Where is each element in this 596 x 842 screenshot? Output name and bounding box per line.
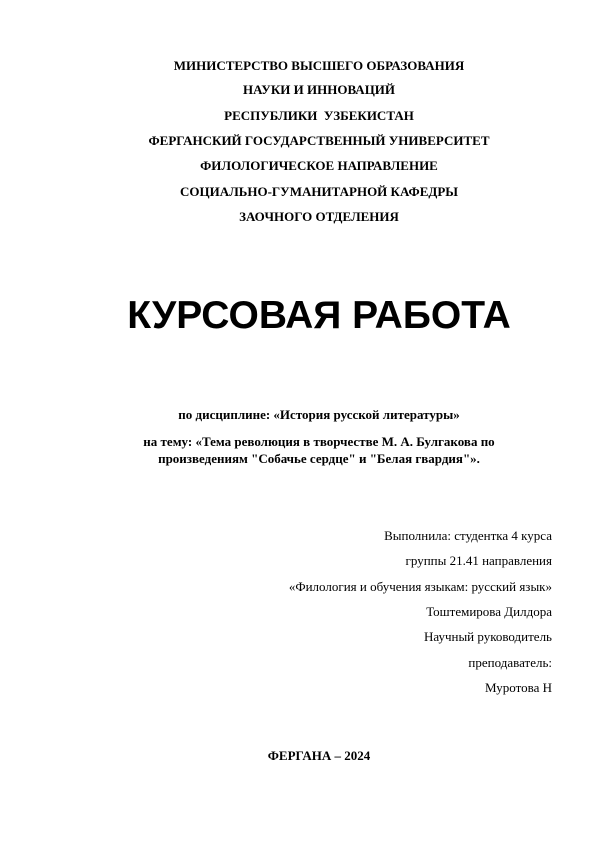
city-year: ФЕРГАНА – 2024 xyxy=(267,748,371,763)
document-title: КУРСОВАЯ РАБОТА xyxy=(127,294,511,337)
author-course: Выполнила: студентка 4 курса xyxy=(384,528,552,543)
header-line-division: ЗАОЧНОГО ОТДЕЛЕНИЯ xyxy=(239,209,399,224)
supervisor-role: преподаватель: xyxy=(468,655,552,670)
header-line-science: НАУКИ И ИННОВАЦИЙ xyxy=(242,82,396,97)
header-line-department: СОЦИАЛЬНО-ГУМАНИТАРНОЙ КАФЕДРЫ xyxy=(179,184,459,199)
author-name: Тоштемирова Дилдора xyxy=(426,604,552,619)
supervisor-label: Научный руководитель xyxy=(423,629,552,644)
header-line-university: ФЕРГАНСКИЙ ГОСУДАРСТВЕННЫЙ УНИВЕРСИТЕТ xyxy=(148,133,490,148)
discipline-line: по дисциплине: «История русской литературы» xyxy=(178,407,460,422)
author-group: группы 21.41 направления xyxy=(405,553,552,568)
header-line-direction: ФИЛОЛОГИЧЕСКОЕ НАПРАВЛЕНИЕ xyxy=(200,158,438,173)
header-line-ministry: МИНИСТЕРСТВО ВЫСШЕГО ОБРАЗОВАНИЯ xyxy=(173,58,465,73)
header-line-republic: РЕСПУБЛИКИ УЗБЕКИСТАН xyxy=(224,108,414,123)
theme-line: на тему: «Тема революция в творчестве М. А. Булгакова по произведениям "Собачье сердце" и "Белая гвардия"». xyxy=(143,434,495,466)
author-specialty: «Филология и обучения языкам: русский язык» xyxy=(288,579,552,594)
supervisor-name: Муротова Н xyxy=(485,680,552,695)
